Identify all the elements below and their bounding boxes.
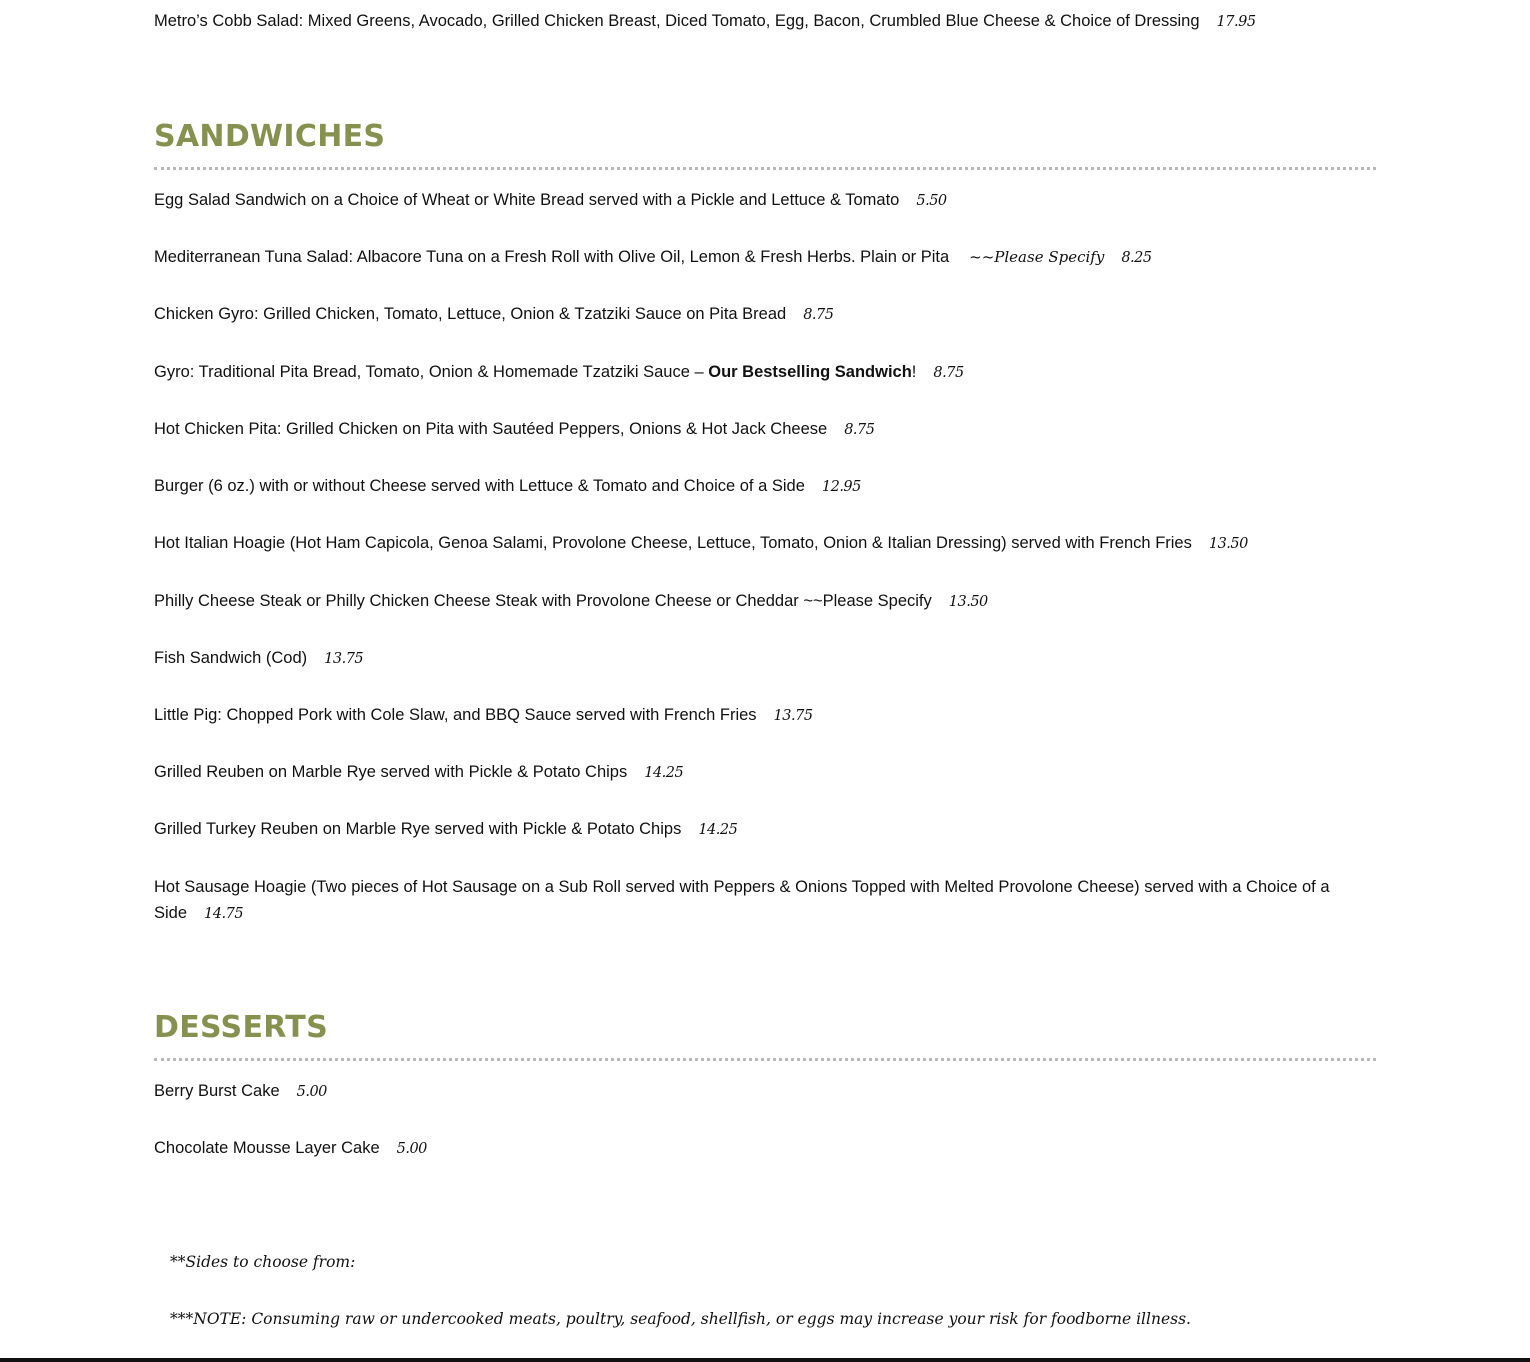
- bestseller-highlight: Our Bestselling Sandwich: [708, 363, 912, 381]
- foodborne-illness-warning: ***NOTE: Consuming raw or undercooked meats, poultry, seafood, shellfish, or eggs may increase your risk for foodborne illness.: [170, 1310, 1191, 1328]
- menu-item-text: Fish Sandwich (Cod): [154, 649, 308, 667]
- menu-item-text: Gyro: Traditional Pita Bread, Tomato, Onion & Homemade Tzatziki Sauce –: [154, 363, 709, 381]
- menu-item-text: Burger (6 oz.) with or without Cheese served with Lettuce & Tomato and Choice of a Side: [154, 477, 805, 495]
- menu-item: [154, 588, 1376, 615]
- menu-item-text: Grilled Turkey Reuben on Marble Rye served with Pickle & Potato Chips: [154, 820, 682, 838]
- menu-item: [154, 816, 1376, 843]
- menu-item-price: 17.95: [1216, 14, 1256, 30]
- menu-item-price: 8.25: [1121, 250, 1152, 266]
- menu-item-price: 13.75: [324, 651, 364, 667]
- section-heading-sandwiches: SANDWICHES: [154, 119, 386, 154]
- specify-note: ~~Please Specify: [969, 248, 1105, 266]
- menu-item-price: 8.75: [844, 422, 875, 438]
- menu-item-price: 13.50: [1208, 536, 1248, 552]
- section-divider: [154, 167, 1376, 170]
- menu-item-text: Egg Salad Sandwich on a Choice of Wheat or White Bread served with a Pickle and Lettuce & Tomato: [154, 191, 900, 209]
- menu-item: [154, 187, 1376, 214]
- section-heading-desserts: DESSERTS: [154, 1010, 328, 1045]
- menu-item-text: Metro’s Cobb Salad: Mixed Greens, Avocado, Grilled Chicken Breast, Diced Tomato, Egg, Bacon, Crumbled Blue Cheese & Choice of Dressing: [154, 12, 1200, 30]
- menu-item-price: 14.75: [204, 906, 244, 922]
- menu-item-price: 5.00: [296, 1084, 327, 1100]
- menu-item-price: 14.25: [698, 822, 738, 838]
- menu-item-text: Berry Burst Cake: [154, 1082, 280, 1100]
- menu-item: [154, 645, 1376, 672]
- sides-note: **Sides to choose from:: [170, 1253, 356, 1271]
- bottom-border: [0, 1358, 1530, 1362]
- menu-item-price: 5.50: [916, 193, 947, 209]
- menu-item-price: 5.00: [396, 1141, 427, 1157]
- menu-item-text: Little Pig: Chopped Pork with Cole Slaw, and BBQ Sauce served with French Fries: [154, 706, 757, 724]
- menu-item: [154, 244, 1376, 271]
- section-divider: [154, 1058, 1376, 1061]
- menu-item: [154, 530, 1376, 557]
- menu-item-price: 12.95: [821, 479, 861, 495]
- menu-item: [154, 359, 1376, 386]
- menu-item-text: Hot Italian Hoagie (Hot Ham Capicola, Genoa Salami, Provolone Cheese, Lettuce, Tomato, Onion & Italian Dressing) served with French Fries: [154, 534, 1192, 552]
- menu-item-text: Chocolate Mousse Layer Cake: [154, 1139, 380, 1157]
- menu-item-cobb-salad: [154, 8, 1376, 35]
- menu-item: [154, 301, 1376, 328]
- menu-item-price: 8.75: [803, 307, 834, 323]
- menu-item: [154, 759, 1376, 786]
- menu-item-text: Hot Chicken Pita: Grilled Chicken on Pita with Sautéed Peppers, Onions & Hot Jack Cheese: [154, 420, 828, 438]
- menu-item-price: 13.75: [773, 708, 813, 724]
- menu-item-text: Grilled Reuben on Marble Rye served with Pickle & Potato Chips: [154, 763, 628, 781]
- menu-item: [154, 1078, 1376, 1105]
- menu-item: [154, 416, 1376, 443]
- menu-item: [154, 1135, 1376, 1162]
- menu-item-price: 8.75: [933, 365, 964, 381]
- menu-item: [154, 473, 1376, 500]
- menu-item-price: 14.25: [644, 765, 684, 781]
- menu-item-text: Mediterranean Tuna Salad: Albacore Tuna on a Fresh Roll with Olive Oil, Lemon & Fresh Herbs. Plain or Pita: [154, 248, 950, 266]
- menu-item: [154, 874, 1376, 927]
- menu-item-suffix: !: [911, 363, 917, 381]
- menu-item-text: Philly Cheese Steak or Philly Chicken Cheese Steak with Provolone Cheese or Cheddar ~~Please Specify: [154, 592, 932, 610]
- menu-item-text: Chicken Gyro: Grilled Chicken, Tomato, Lettuce, Onion & Tzatziki Sauce on Pita Bread: [154, 305, 787, 323]
- menu-item-text: Hot Sausage Hoagie (Two pieces of Hot Sausage on a Sub Roll served with Peppers & Onions Topped with Melted Provolone Cheese) served with a Choice of a Side: [154, 878, 1330, 922]
- menu-item-price: 13.50: [948, 594, 988, 610]
- menu-item: [154, 702, 1376, 729]
